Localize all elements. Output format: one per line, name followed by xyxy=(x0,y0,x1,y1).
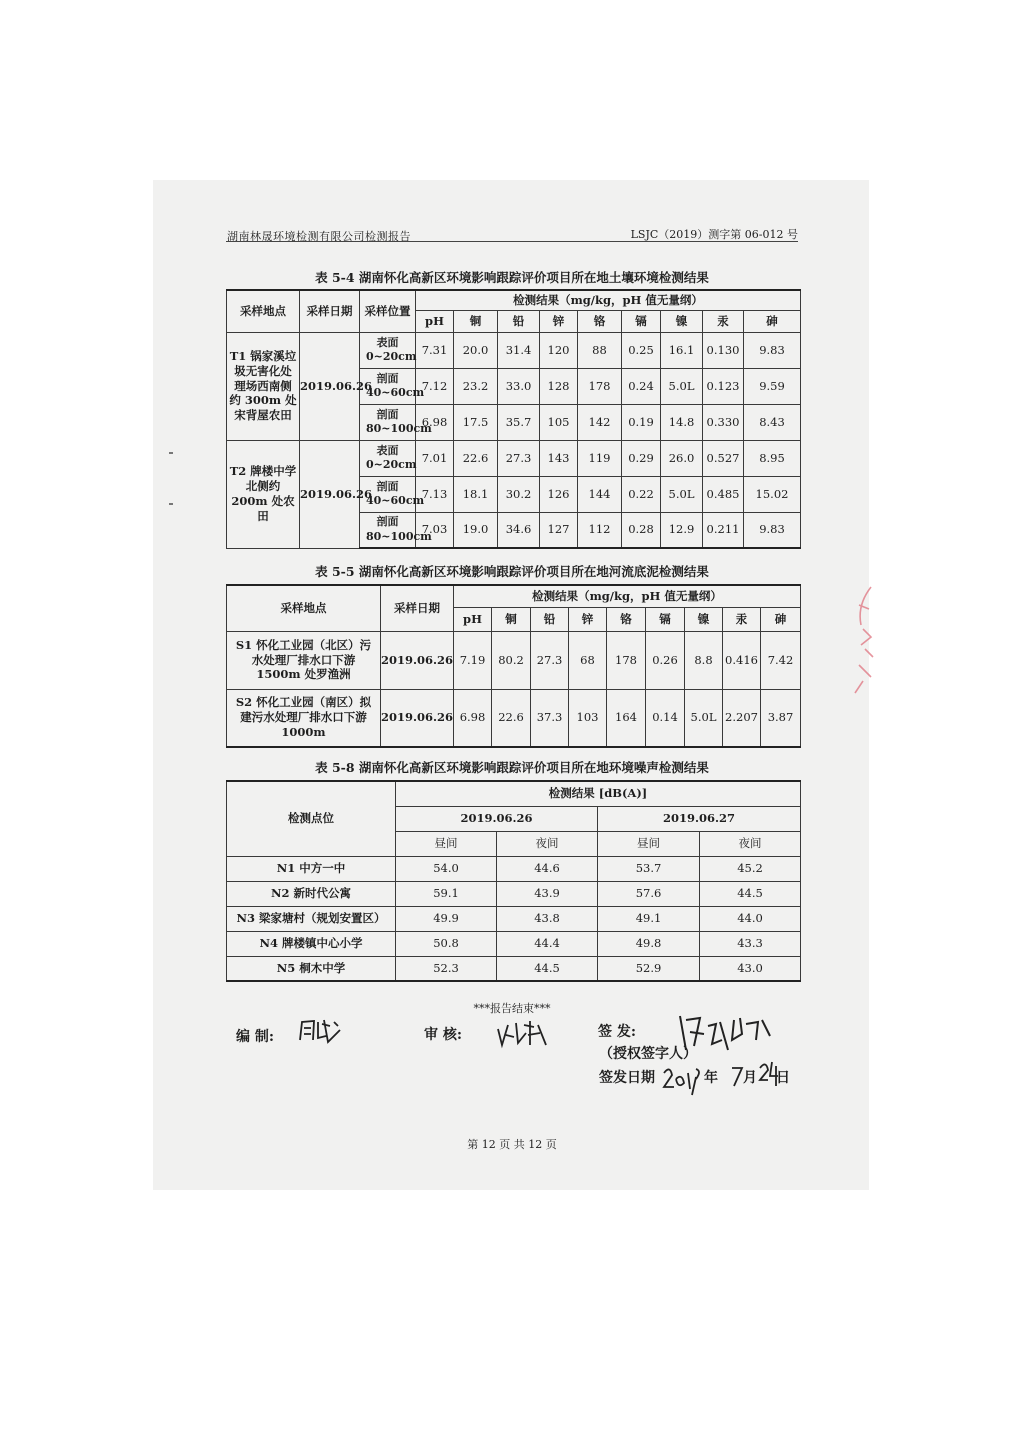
day-char: 日 xyxy=(776,1070,790,1086)
date-cell: 2019.06.26 xyxy=(381,631,454,689)
table-row xyxy=(227,881,801,906)
value-cell: 17.5 xyxy=(454,404,498,440)
point-cell: N4 牌楼镇中心小学 xyxy=(227,931,396,956)
param-header: 砷 xyxy=(761,607,801,631)
value-cell: 27.3 xyxy=(498,440,540,476)
value-cell: 9.83 xyxy=(744,512,801,548)
value-cell: 144 xyxy=(578,476,622,512)
param-header: 镍 xyxy=(685,607,723,631)
reviewer-signature xyxy=(494,1015,554,1059)
param-header: 汞 xyxy=(723,607,761,631)
value-cell: 8.95 xyxy=(744,440,801,476)
param-header: pH xyxy=(416,310,454,332)
value-cell: 12.9 xyxy=(661,512,703,548)
value-cell: 59.1 xyxy=(396,881,497,906)
value-cell: 0.24 xyxy=(622,368,661,404)
year-char: 年 xyxy=(704,1070,718,1086)
point-cell: N2 新时代公寓 xyxy=(227,881,396,906)
value-cell: 43.0 xyxy=(700,956,801,981)
value-cell: 7.12 xyxy=(416,368,454,404)
day-header: 昼间 xyxy=(396,831,497,856)
value-cell: 0.527 xyxy=(703,440,744,476)
col-header-date: 采样日期 xyxy=(300,290,360,332)
value-cell: 0.29 xyxy=(622,440,661,476)
site-cell: T2 牌楼中学北侧约 200m 处农田 xyxy=(227,440,300,548)
value-cell: 9.59 xyxy=(744,368,801,404)
value-cell: 8.43 xyxy=(744,404,801,440)
table-noise-caption: 表 5-8 湖南怀化高新区环境影响跟踪评价项目所在地环境噪声检测结果 xyxy=(315,760,709,775)
value-cell: 53.7 xyxy=(598,856,700,881)
value-cell: 57.6 xyxy=(598,881,700,906)
value-cell: 34.6 xyxy=(498,512,540,548)
value-cell: 80.2 xyxy=(492,631,531,689)
value-cell: 3.87 xyxy=(761,689,801,747)
value-cell: 0.330 xyxy=(703,404,744,440)
table-noise xyxy=(226,780,801,982)
point-cell: N3 梁家塘村（规划安置区） xyxy=(227,906,396,931)
value-cell: 120 xyxy=(540,332,578,368)
table-row xyxy=(227,931,801,956)
value-cell: 16.1 xyxy=(661,332,703,368)
editor-signature xyxy=(296,1016,346,1050)
value-cell: 178 xyxy=(578,368,622,404)
value-cell: 52.3 xyxy=(396,956,497,981)
param-header: 锌 xyxy=(540,310,578,332)
value-cell: 126 xyxy=(540,476,578,512)
table-soil xyxy=(226,289,801,549)
value-cell: 0.25 xyxy=(622,332,661,368)
value-cell: 0.130 xyxy=(703,332,744,368)
value-cell: 0.22 xyxy=(622,476,661,512)
value-cell: 49.8 xyxy=(598,931,700,956)
value-cell: 142 xyxy=(578,404,622,440)
value-cell: 6.98 xyxy=(454,689,492,747)
value-cell: 105 xyxy=(540,404,578,440)
value-cell: 43.8 xyxy=(497,906,598,931)
col-header-site: 采样地点 xyxy=(227,585,381,631)
value-cell: 43.9 xyxy=(497,881,598,906)
table-row xyxy=(227,956,801,981)
value-cell: 30.2 xyxy=(498,476,540,512)
value-cell: 49.1 xyxy=(598,906,700,931)
date-cell: 2019.06.26 xyxy=(300,332,360,440)
param-header: 砷 xyxy=(744,310,801,332)
value-cell: 178 xyxy=(607,631,646,689)
value-cell: 7.42 xyxy=(761,631,801,689)
value-cell: 0.28 xyxy=(622,512,661,548)
table-row xyxy=(227,689,801,747)
value-cell: 20.0 xyxy=(454,332,498,368)
header-divider xyxy=(226,241,798,242)
param-header: 铅 xyxy=(531,607,569,631)
value-cell: 6.98 xyxy=(416,404,454,440)
param-header: 铅 xyxy=(498,310,540,332)
night-header: 夜间 xyxy=(497,831,598,856)
value-cell: 164 xyxy=(607,689,646,747)
header-company: 湖南林晟环境检测有限公司检测报告 xyxy=(227,230,411,243)
value-cell: 52.9 xyxy=(598,956,700,981)
day-header: 昼间 xyxy=(598,831,700,856)
value-cell: 8.8 xyxy=(685,631,723,689)
header-report-number: LSJC（2019）测字第 06-012 号 xyxy=(630,228,798,241)
results-header: 检测结果（mg/kg，pH 值无量纲） xyxy=(454,585,801,607)
scan-mark xyxy=(169,503,173,505)
position-cell: 表面 0~20cm xyxy=(360,332,416,368)
report-end: ***报告结束*** xyxy=(473,1002,551,1015)
param-header: 铜 xyxy=(492,607,531,631)
param-header: 镉 xyxy=(622,310,661,332)
value-cell: 43.3 xyxy=(700,931,801,956)
value-cell: 0.123 xyxy=(703,368,744,404)
editor-label: 编 制: xyxy=(236,1029,275,1045)
table-row xyxy=(227,440,801,476)
col-header-position: 采样位置 xyxy=(360,290,416,332)
scan-mark xyxy=(169,452,173,454)
position-cell: 表面 0~20cm xyxy=(360,440,416,476)
value-cell: 18.1 xyxy=(454,476,498,512)
value-cell: 0.211 xyxy=(703,512,744,548)
value-cell: 5.0L xyxy=(661,368,703,404)
value-cell: 0.14 xyxy=(646,689,685,747)
position-cell: 剖面 40~60cm xyxy=(360,476,416,512)
table-sediment-caption: 表 5-5 湖南怀化高新区环境影响跟踪评价项目所在地河流底泥检测结果 xyxy=(315,564,709,579)
value-cell: 45.2 xyxy=(700,856,801,881)
param-header: pH xyxy=(454,607,492,631)
value-cell: 68 xyxy=(569,631,607,689)
site-cell: T1 锅家溪垃圾无害化处理场西南侧约 300m 处宋背屋农田 xyxy=(227,332,300,440)
value-cell: 15.02 xyxy=(744,476,801,512)
value-cell: 0.26 xyxy=(646,631,685,689)
value-cell: 7.13 xyxy=(416,476,454,512)
table-row xyxy=(227,906,801,931)
col-header-point: 检测点位 xyxy=(227,781,396,856)
date-cell: 2019.06.26 xyxy=(381,689,454,747)
value-cell: 128 xyxy=(540,368,578,404)
value-cell: 143 xyxy=(540,440,578,476)
param-header: 镍 xyxy=(661,310,703,332)
date-header: 2019.06.27 xyxy=(598,806,801,831)
value-cell: 0.19 xyxy=(622,404,661,440)
issue-date-label: 签发日期 xyxy=(599,1070,655,1086)
table-row xyxy=(227,332,801,368)
issue-date-month xyxy=(730,1062,744,1092)
value-cell: 54.0 xyxy=(396,856,497,881)
date-header: 2019.06.26 xyxy=(396,806,598,831)
value-cell: 127 xyxy=(540,512,578,548)
param-header: 汞 xyxy=(703,310,744,332)
page-footer: 第 12 页 共 12 页 xyxy=(467,1138,557,1151)
value-cell: 37.3 xyxy=(531,689,569,747)
results-header: 检测结果 [dB(A)] xyxy=(396,781,801,806)
value-cell: 7.19 xyxy=(454,631,492,689)
value-cell: 0.416 xyxy=(723,631,761,689)
issuer-note: （授权签字人） xyxy=(599,1046,697,1062)
site-cell: S2 怀化工业园（南区）拟建污水处理厂排水口下游 1000m xyxy=(227,689,381,747)
value-cell: 5.0L xyxy=(685,689,723,747)
month-char: 月 xyxy=(743,1070,757,1086)
value-cell: 23.2 xyxy=(454,368,498,404)
results-header: 检测结果（mg/kg，pH 值无量纲） xyxy=(416,290,801,310)
reviewer-label: 审 核: xyxy=(424,1027,463,1043)
col-header-date: 采样日期 xyxy=(381,585,454,631)
value-cell: 44.5 xyxy=(700,881,801,906)
value-cell: 22.6 xyxy=(454,440,498,476)
point-cell: N5 桐木中学 xyxy=(227,956,396,981)
position-cell: 剖面 80~100cm xyxy=(360,512,416,548)
param-header: 铬 xyxy=(578,310,622,332)
value-cell: 119 xyxy=(578,440,622,476)
position-cell: 剖面 80~100cm xyxy=(360,404,416,440)
value-cell: 7.01 xyxy=(416,440,454,476)
value-cell: 2.207 xyxy=(723,689,761,747)
value-cell: 50.8 xyxy=(396,931,497,956)
value-cell: 112 xyxy=(578,512,622,548)
table-row xyxy=(227,856,801,881)
value-cell: 35.7 xyxy=(498,404,540,440)
param-header: 铬 xyxy=(607,607,646,631)
value-cell: 5.0L xyxy=(661,476,703,512)
value-cell: 44.5 xyxy=(497,956,598,981)
value-cell: 49.9 xyxy=(396,906,497,931)
value-cell: 44.4 xyxy=(497,931,598,956)
param-header: 锌 xyxy=(569,607,607,631)
site-cell: S1 怀化工业园（北区）污水处理厂排水口下游 1500m 处罗渔洲 xyxy=(227,631,381,689)
red-seal-edge xyxy=(853,585,877,695)
value-cell: 27.3 xyxy=(531,631,569,689)
point-cell: N1 中方一中 xyxy=(227,856,396,881)
value-cell: 19.0 xyxy=(454,512,498,548)
position-cell: 剖面 40~60cm xyxy=(360,368,416,404)
value-cell: 31.4 xyxy=(498,332,540,368)
col-header-site: 采样地点 xyxy=(227,290,300,332)
value-cell: 7.03 xyxy=(416,512,454,548)
value-cell: 103 xyxy=(569,689,607,747)
value-cell: 88 xyxy=(578,332,622,368)
value-cell: 0.485 xyxy=(703,476,744,512)
table-soil-caption: 表 5-4 湖南怀化高新区环境影响跟踪评价项目所在地土壤环境检测结果 xyxy=(315,270,709,285)
param-header: 铜 xyxy=(454,310,498,332)
table-sediment xyxy=(226,584,801,748)
value-cell: 33.0 xyxy=(498,368,540,404)
param-header: 镉 xyxy=(646,607,685,631)
value-cell: 44.0 xyxy=(700,906,801,931)
value-cell: 7.31 xyxy=(416,332,454,368)
value-cell: 14.8 xyxy=(661,404,703,440)
date-cell: 2019.06.26 xyxy=(300,440,360,548)
value-cell: 22.6 xyxy=(492,689,531,747)
value-cell: 9.83 xyxy=(744,332,801,368)
night-header: 夜间 xyxy=(700,831,801,856)
issuer-label: 签 发: xyxy=(598,1024,637,1040)
value-cell: 44.6 xyxy=(497,856,598,881)
issue-date-year xyxy=(662,1063,704,1101)
table-row xyxy=(227,631,801,689)
value-cell: 26.0 xyxy=(661,440,703,476)
